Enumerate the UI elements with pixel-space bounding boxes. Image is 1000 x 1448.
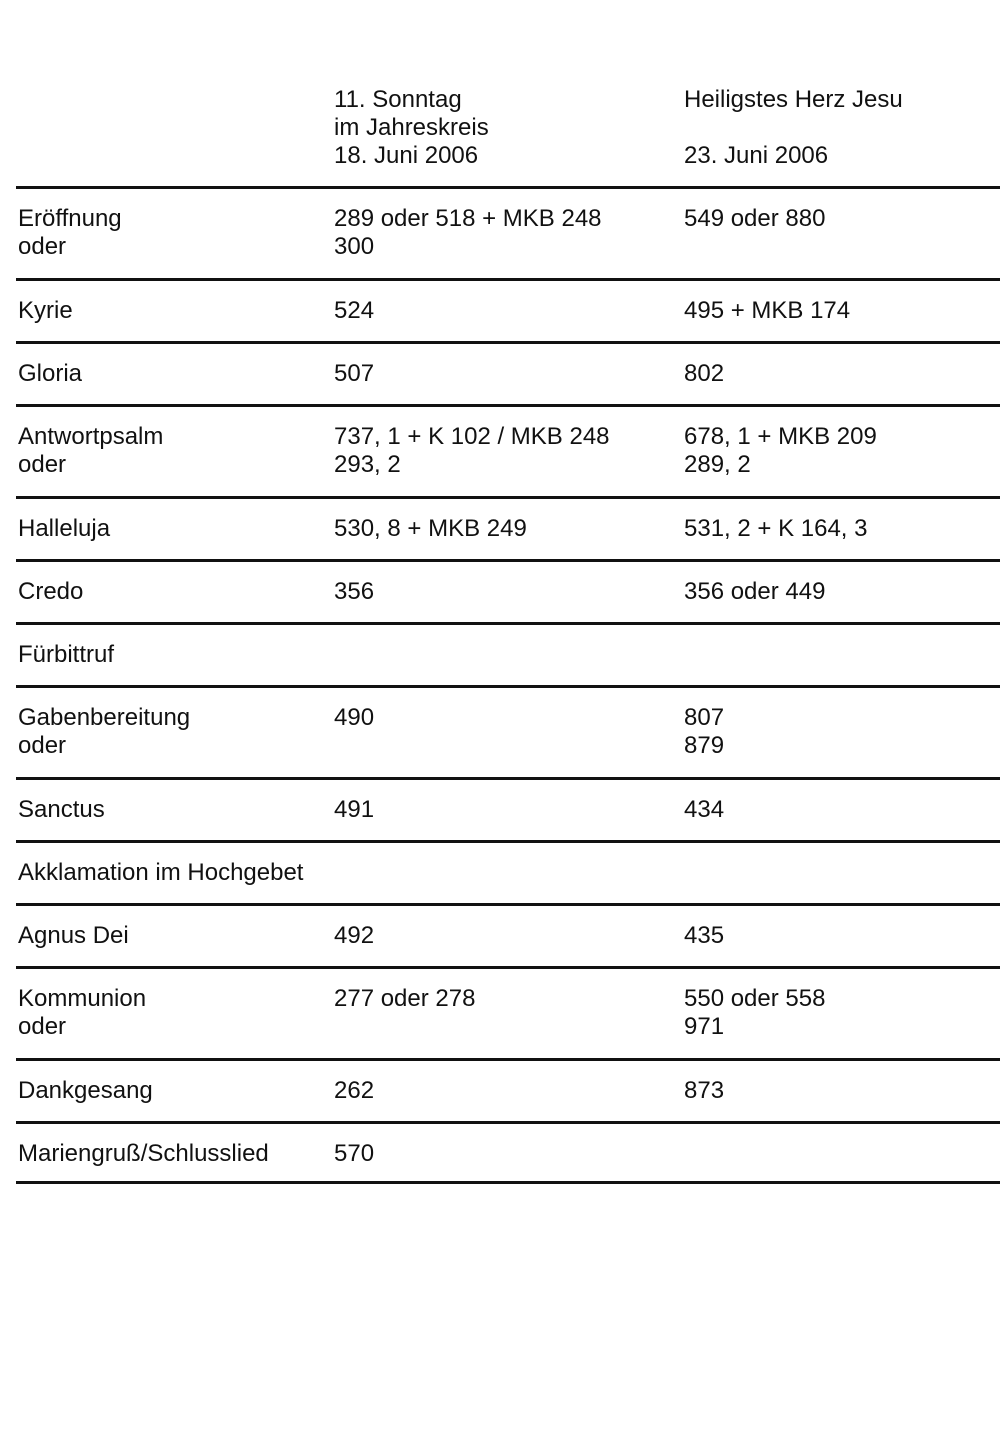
row-feast-value: 435 (684, 922, 725, 949)
header-sunday-date: 18. Juni 2006 (334, 142, 479, 169)
header-feast-title: Heiligstes Herz Jesu (684, 86, 903, 113)
row-sunday-value: 277 oder 278 (334, 985, 476, 1012)
row-label: Halleluja (18, 515, 111, 542)
header-sunday-subtitle: im Jahreskreis (334, 114, 489, 141)
table-row (16, 496, 1000, 559)
row-label: Gloria (18, 360, 83, 387)
row-sunday-value: 507 (334, 360, 375, 387)
header-feast (684, 86, 903, 170)
row-feast-value: 873 (684, 1077, 725, 1104)
row-feast-value: 802 (684, 360, 725, 387)
row-label: Kyrie (18, 297, 73, 324)
table-row (16, 777, 1000, 840)
hymn-table (16, 186, 1000, 1184)
row-label: Kommunion oder (18, 985, 147, 1040)
table-row (16, 278, 1000, 341)
row-sunday-value: 490 (334, 704, 375, 731)
header-sunday-title: 11. Sonntag (334, 86, 462, 113)
row-feast-value: 531, 2 + K 164, 3 (684, 515, 868, 542)
header-feast-date: 23. Juni 2006 (684, 142, 829, 169)
table-row (16, 1058, 1000, 1121)
table-row (16, 186, 1000, 278)
table-row (16, 966, 1000, 1058)
row-label: Dankgesang (18, 1077, 153, 1104)
table-row (16, 404, 1000, 496)
row-label: Agnus Dei (18, 922, 129, 949)
row-sunday-value: 289 oder 518 + MKB 248 300 (334, 205, 602, 260)
table-row (16, 840, 1000, 903)
table-header (0, 86, 1000, 182)
row-label: Akklamation im Hochgebet (18, 859, 304, 886)
row-sunday-value: 570 (334, 1140, 375, 1167)
row-label: Eröffnung oder (18, 205, 122, 260)
row-label: Mariengruß/Schlusslied (18, 1140, 269, 1167)
row-label: Credo (18, 578, 84, 605)
row-feast-value: 495 + MKB 174 (684, 297, 851, 324)
table-row (16, 685, 1000, 777)
row-sunday-value: 737, 1 + K 102 / MKB 248 293, 2 (334, 423, 610, 478)
row-feast-value: 807 879 (684, 704, 725, 759)
row-feast-value: 550 oder 558 971 (684, 985, 826, 1040)
row-sunday-value: 262 (334, 1077, 375, 1104)
table-row (16, 341, 1000, 404)
row-feast-value: 434 (684, 796, 725, 823)
row-sunday-value: 524 (334, 297, 375, 324)
row-label: Gabenbereitung oder (18, 704, 191, 759)
table-row (16, 559, 1000, 622)
row-sunday-value: 492 (334, 922, 375, 949)
header-sunday (334, 86, 489, 170)
table-row (16, 903, 1000, 966)
row-label: Antwortpsalm oder (18, 423, 164, 478)
row-label: Fürbittruf (18, 641, 115, 668)
row-sunday-value: 356 (334, 578, 375, 605)
row-label: Sanctus (18, 796, 105, 823)
row-sunday-value: 530, 8 + MKB 249 (334, 515, 527, 542)
table-row (16, 1121, 1000, 1184)
table-row (16, 622, 1000, 685)
row-sunday-value: 491 (334, 796, 375, 823)
row-feast-value: 678, 1 + MKB 209 289, 2 (684, 423, 877, 478)
row-feast-value: 549 oder 880 (684, 205, 826, 232)
row-feast-value: 356 oder 449 (684, 578, 826, 605)
